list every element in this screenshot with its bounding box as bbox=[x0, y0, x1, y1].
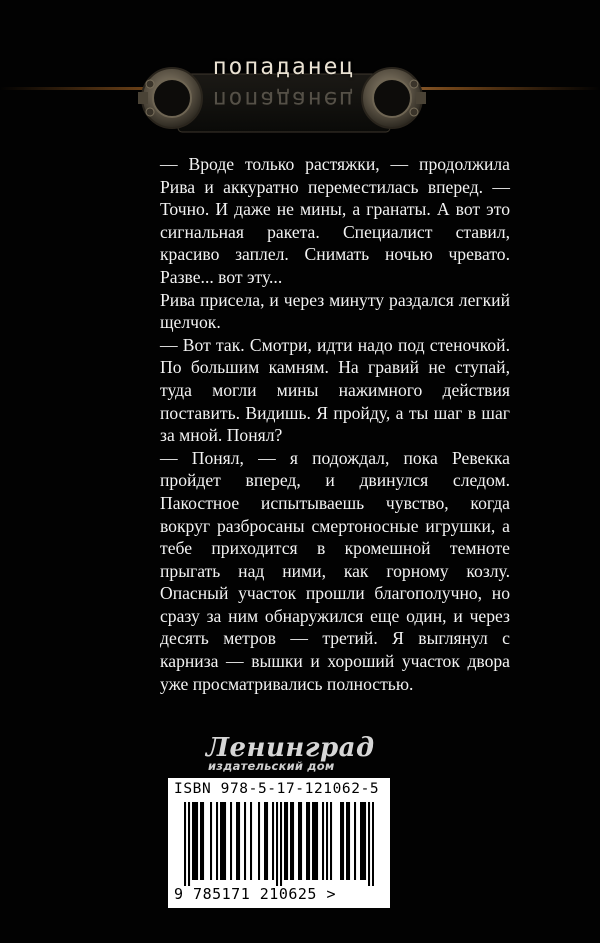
barcode-bar bbox=[360, 802, 362, 880]
publisher-name: Ленинград bbox=[206, 733, 375, 763]
barcode-bar bbox=[224, 802, 226, 880]
barcode-bar bbox=[210, 802, 212, 880]
barcode-bar bbox=[272, 802, 274, 880]
barcode-bar bbox=[308, 802, 310, 880]
excerpt-paragraph: — Вот так. Смотри, идти надо под стеночкой. По большим камням. На гравий не ступай, туда могли мины нажимного действия поставить. Видишь. Я пройду, а ты шаг в шаг за мной. Понял? bbox=[160, 334, 510, 446]
barcode-bar bbox=[216, 802, 218, 880]
barcode-bar bbox=[264, 802, 266, 880]
barcode-bar bbox=[372, 802, 374, 886]
excerpt-paragraph: — Вроде только растяжки, — продолжила Рива и аккуратно переместилась вперед. — Точно. И даже не мины, а гранаты. А вот это сигнальная ракета. Специалист ставил, красиво заплел. Снимать ночью чревато. Разве... вот эту... bbox=[160, 154, 510, 287]
barcode-bar bbox=[250, 802, 252, 880]
barcode-bar bbox=[202, 802, 204, 880]
barcode-bar bbox=[196, 802, 198, 880]
barcode-bar bbox=[306, 802, 308, 880]
back-cover-excerpt bbox=[160, 153, 510, 695]
barcode-bar bbox=[364, 802, 366, 880]
barcode-bar bbox=[312, 802, 314, 880]
barcode-bar bbox=[192, 802, 194, 880]
excerpt-paragraph: — Понял, — я подождал, пока Ревекка пройдет вперед, и двинулся следом. Пакостное испытываешь чувство, когда вокруг разбросаны смертоносные игрушки, а тебе приходится в кромешной темноте прыгать над ними, как горному козлу. Опасный участок прошли благополучно, но сразу за ним обнаружился еще один, и через десять метров — третий. Я выглянул с карниза — вышки и хороший участок двора уже просматривались полностью. bbox=[160, 447, 510, 694]
barcode-bar bbox=[238, 802, 240, 880]
barcode-digits: 9 785171 210625 > bbox=[174, 885, 337, 903]
barcode-bar bbox=[188, 802, 190, 886]
series-title: попаданец bbox=[212, 54, 356, 80]
barcode-bar bbox=[222, 802, 224, 880]
barcode-bar bbox=[314, 802, 316, 880]
barcode-bar bbox=[194, 802, 196, 880]
barcode-bar bbox=[230, 802, 232, 880]
barcode-bar bbox=[290, 802, 292, 880]
excerpt-paragraph: Рива присела, и через минуту раздался легкий щелчок. bbox=[160, 289, 510, 333]
barcode-bar bbox=[368, 802, 370, 886]
publisher-subtitle: издательский дом bbox=[208, 759, 335, 773]
barcode-bar bbox=[316, 802, 318, 880]
barcode-bar bbox=[346, 802, 348, 880]
barcode-bar bbox=[342, 802, 344, 880]
barcode-bar bbox=[322, 802, 324, 880]
barcode-bar bbox=[220, 802, 222, 880]
isbn-number: ISBN 978-5-17-121062-5 bbox=[174, 781, 380, 797]
barcode-bar bbox=[280, 802, 282, 886]
series-title-reflection: попаданец bbox=[212, 86, 356, 112]
barcode-bar bbox=[284, 802, 286, 880]
barcode-bar bbox=[348, 802, 350, 880]
barcode-bar bbox=[326, 802, 328, 880]
barcode-bar bbox=[300, 802, 302, 880]
barcode-bar bbox=[266, 802, 268, 880]
barcode-bar bbox=[184, 802, 186, 886]
barcode-bar bbox=[276, 802, 278, 886]
barcode-bar bbox=[362, 802, 364, 880]
barcode-bar bbox=[330, 802, 332, 880]
barcode-bar bbox=[236, 802, 238, 880]
barcode-bar bbox=[200, 802, 202, 880]
publisher-logo bbox=[206, 733, 375, 775]
barcode-bar bbox=[340, 802, 342, 880]
barcode-bar bbox=[292, 802, 294, 880]
barcode-bars bbox=[184, 802, 374, 886]
isbn-barcode bbox=[168, 778, 390, 908]
barcode-bar bbox=[244, 802, 246, 880]
barcode-bar bbox=[286, 802, 288, 880]
series-banner bbox=[0, 38, 600, 148]
barcode-bar bbox=[258, 802, 260, 880]
barcode-bar bbox=[298, 802, 300, 880]
barcode-bar bbox=[354, 802, 356, 880]
